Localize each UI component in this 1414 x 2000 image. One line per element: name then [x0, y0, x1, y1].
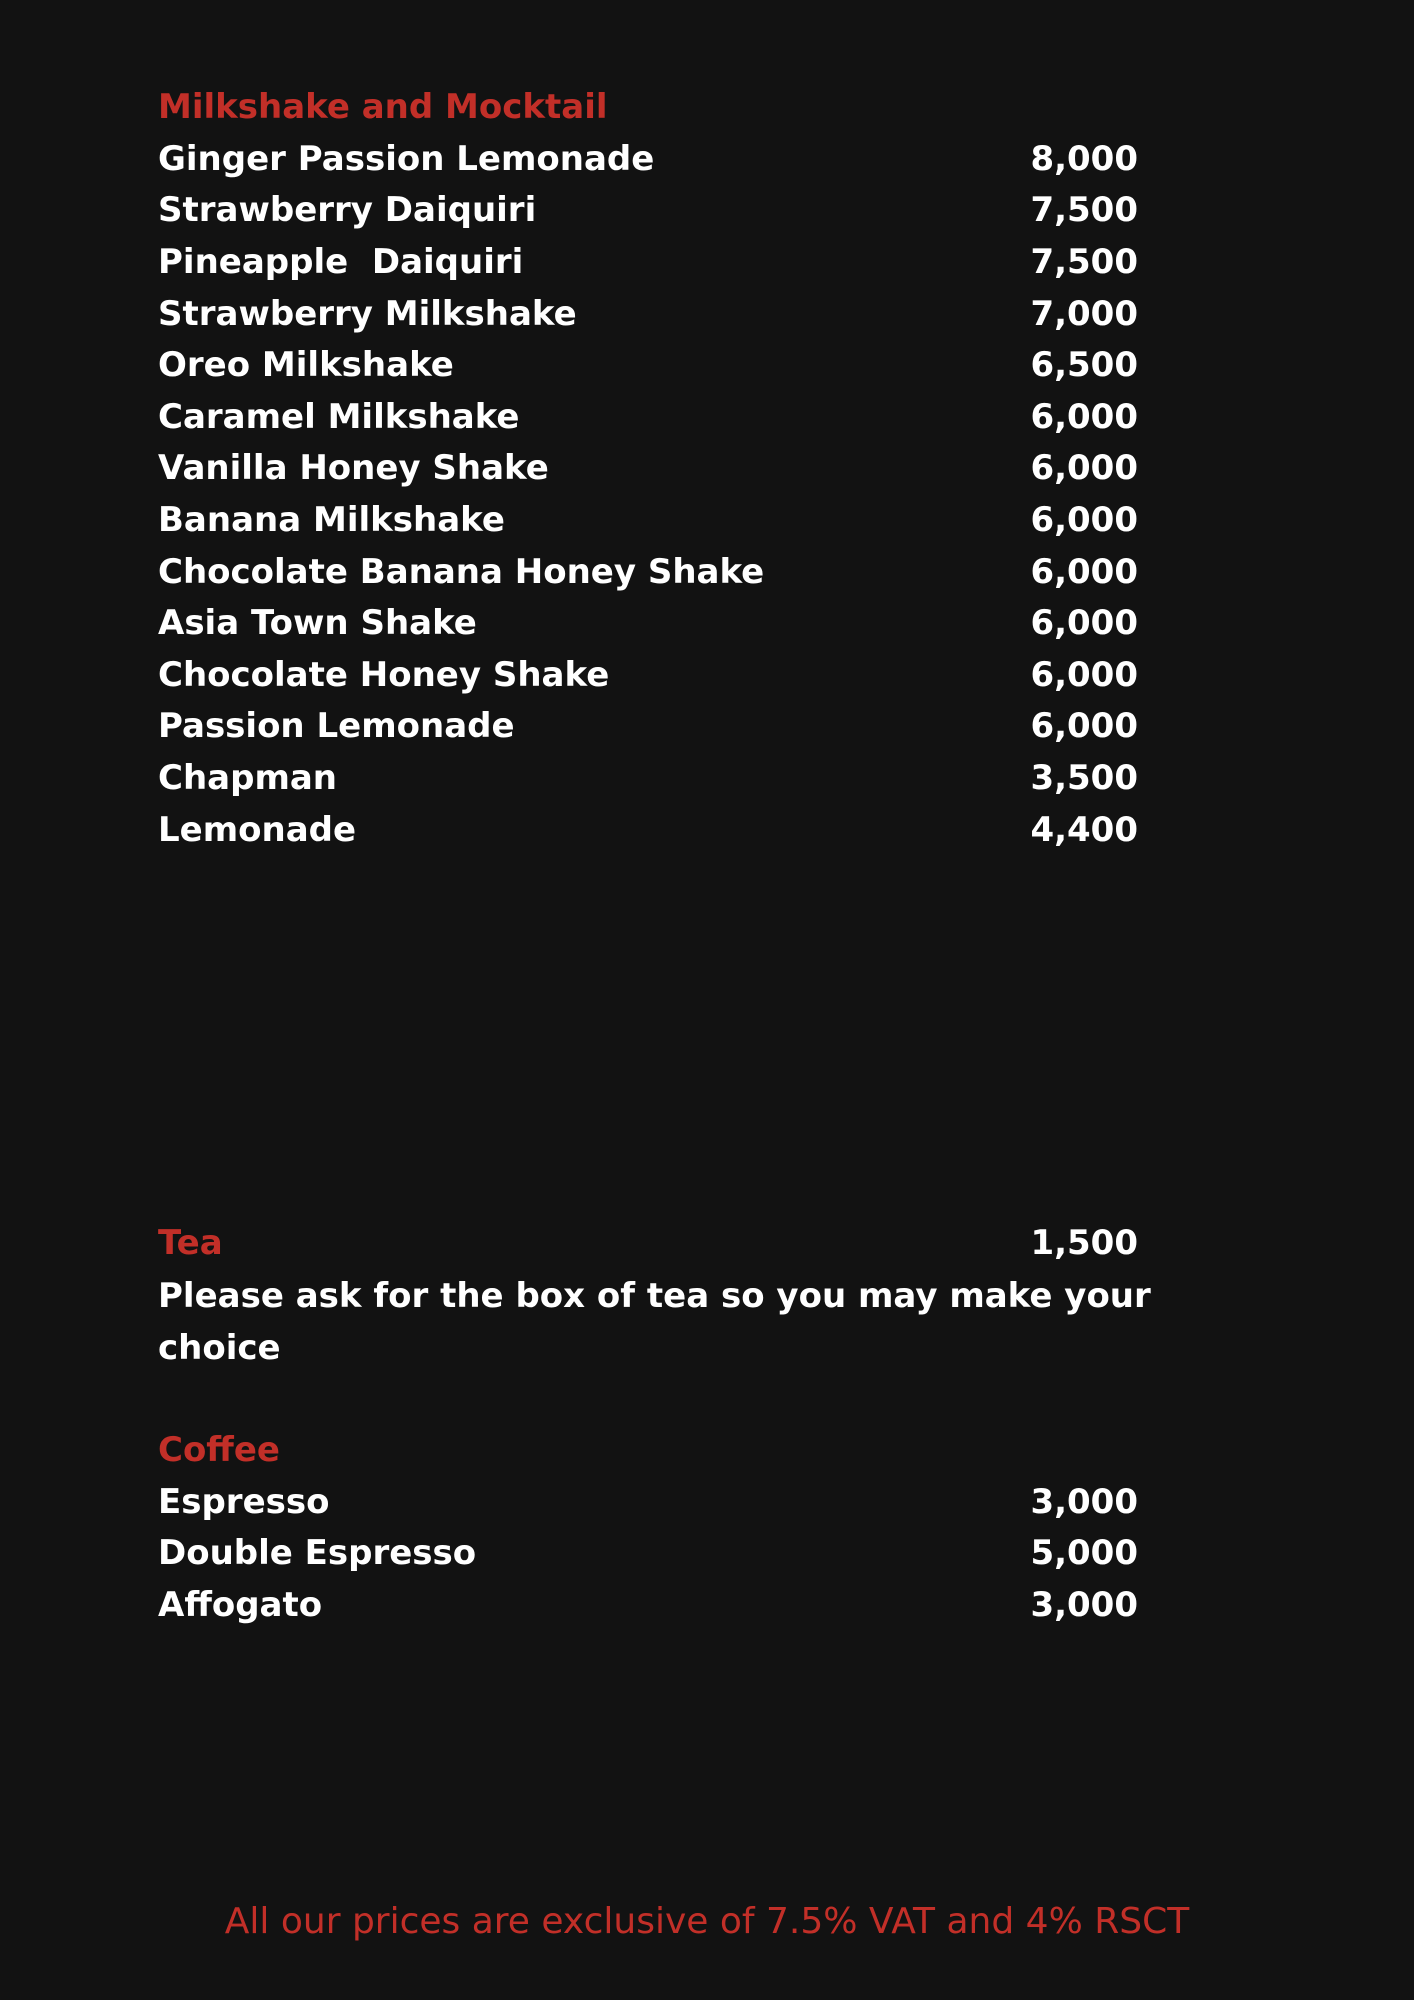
item-price: 6,000: [1030, 654, 1138, 695]
coffee-list: [158, 1476, 1138, 1631]
item-name: Espresso: [158, 1481, 330, 1522]
milkshake-list: [158, 133, 1138, 855]
milkshake-section-title: Milkshake and Mocktail: [158, 87, 608, 127]
item-name: Affogato: [158, 1584, 323, 1625]
item-price: 6,000: [1030, 499, 1138, 540]
menu-item: [158, 701, 1138, 753]
item-price: 3,000: [1030, 1481, 1138, 1522]
menu-item: [158, 804, 1138, 856]
item-price: 6,000: [1030, 706, 1138, 747]
item-name: Chocolate Banana Honey Shake: [158, 551, 765, 592]
coffee-section-title: Coffee: [158, 1430, 280, 1470]
item-price: 6,000: [1030, 551, 1138, 592]
item-price: 7,000: [1030, 293, 1138, 334]
item-name: Vanilla Honey Shake: [158, 448, 549, 489]
menu-item: [158, 1579, 1138, 1631]
menu-item: [158, 391, 1138, 443]
item-name: Caramel Milkshake: [158, 396, 520, 437]
item-name: Strawberry Daiquiri: [158, 190, 537, 231]
vat-disclaimer: All our prices are exclusive of 7.5% VAT and 4% RSCT: [224, 1901, 1190, 1942]
item-name: Oreo Milkshake: [158, 345, 454, 386]
item-price: 8,000: [1030, 138, 1138, 179]
item-price: 3,000: [1030, 1584, 1138, 1625]
item-name: Banana Milkshake: [158, 499, 505, 540]
menu-item: [158, 236, 1138, 288]
item-price: 7,500: [1030, 241, 1138, 282]
item-name: Lemonade: [158, 809, 357, 850]
menu-item: [158, 133, 1138, 185]
menu-item: [158, 546, 1138, 598]
item-price: 6,500: [1030, 345, 1138, 386]
menu-item: [158, 185, 1138, 237]
item-name: Chapman: [158, 757, 338, 798]
item-name: Double Espresso: [158, 1533, 477, 1574]
tea-note: Please ask for the box of tea so you may make your choice: [158, 1276, 1151, 1368]
item-name: Ginger Passion Lemonade: [158, 138, 655, 179]
menu-item: [158, 339, 1138, 391]
item-name: Strawberry Milkshake: [158, 293, 577, 334]
menu-item: [158, 494, 1138, 546]
item-price: 3,500: [1030, 757, 1138, 798]
item-name: Passion Lemonade: [158, 706, 515, 747]
menu-item: [158, 443, 1138, 495]
menu-item: [158, 1528, 1138, 1580]
item-name: Asia Town Shake: [158, 603, 477, 644]
menu-item: [158, 752, 1138, 804]
menu-item: [158, 1476, 1138, 1528]
item-price: 5,000: [1030, 1533, 1138, 1574]
item-name: Chocolate Honey Shake: [158, 654, 610, 695]
item-price: 6,000: [1030, 448, 1138, 489]
item-name: Pineapple Daiquiri: [158, 241, 524, 282]
tea-section-title: Tea: [158, 1223, 223, 1263]
menu-item: [158, 288, 1138, 340]
item-price: 7,500: [1030, 190, 1138, 231]
item-price: 6,000: [1030, 396, 1138, 437]
menu-item: [158, 597, 1138, 649]
item-price: 4,400: [1030, 809, 1138, 850]
tea-price: 1,500: [1030, 1223, 1138, 1263]
item-price: 6,000: [1030, 603, 1138, 644]
menu-item: [158, 649, 1138, 701]
tea-header-row: [158, 1217, 1138, 1269]
